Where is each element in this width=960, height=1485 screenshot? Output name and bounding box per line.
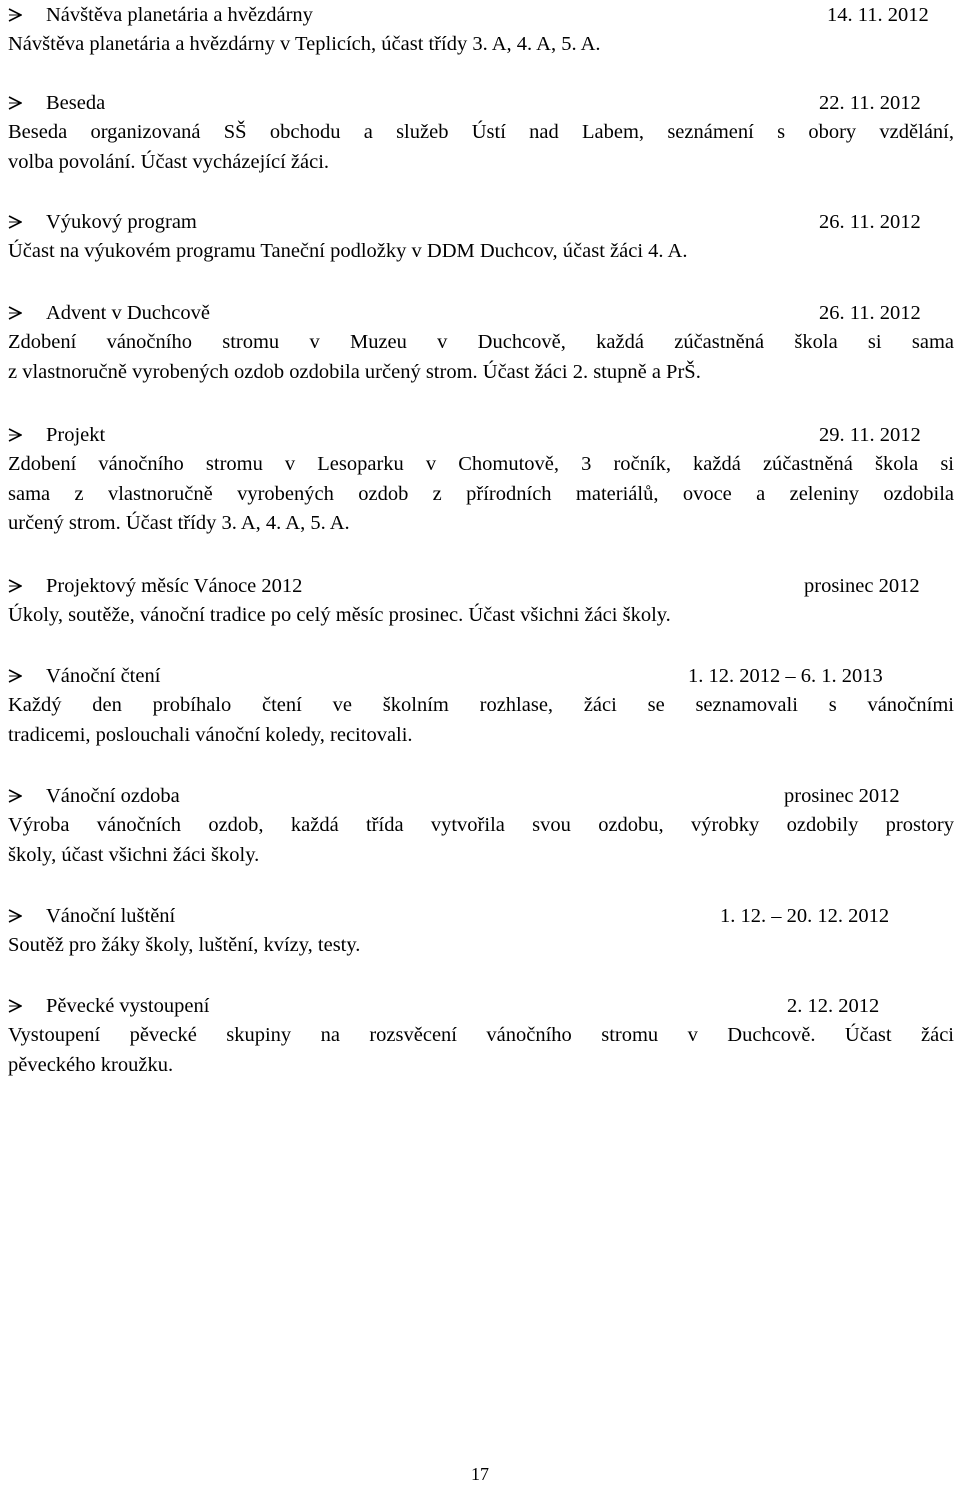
entry-date: 1. 12. 2012 – 6. 1. 2013 <box>688 665 883 687</box>
entry-title: Projekt <box>46 424 106 446</box>
entry-heading <box>8 661 954 691</box>
description-line: školy, účast všichni žáci školy. <box>8 843 260 866</box>
entry-title: Vánoční čtení <box>46 665 161 687</box>
entry-description <box>8 931 954 961</box>
arrowhead-bullet-icon <box>8 96 22 110</box>
description-line: Zdobení vánočního stromu v Lesoparku v Chomutově, 3 ročník, každá zúčastněná škola si <box>8 453 954 475</box>
description-line: Úkoly, soutěže, vánoční tradice po celý měsíc prosinec. Účast všichni žáci školy. <box>8 604 671 626</box>
arrowhead-bullet-icon <box>8 8 22 22</box>
arrowhead-bullet-icon <box>8 909 22 923</box>
entry-heading <box>8 207 954 237</box>
entry-date: 2. 12. 2012 <box>787 995 880 1017</box>
description-line: Výroba vánočních ozdob, každá třída vytvořila svou ozdobu, výrobky ozdobily prostory <box>8 814 954 836</box>
arrowhead-bullet-icon <box>8 789 22 803</box>
description-line: určený strom. Účast třídy 3. A, 4. A, 5. A. <box>8 512 350 534</box>
entry-heading <box>8 781 954 811</box>
entry-description <box>8 601 954 631</box>
description-line: tradicemi, poslouchali vánoční koledy, recitovali. <box>8 723 413 746</box>
entry-date: prosinec 2012 <box>784 785 900 807</box>
page-number: 17 <box>471 1464 489 1484</box>
activity-entry <box>8 781 954 870</box>
description-line: Účast na výukovém programu Taneční podložky v DDM Duchcov, účast žáci 4. A. <box>8 240 688 262</box>
entry-heading <box>8 298 954 328</box>
arrowhead-bullet-icon <box>8 999 22 1013</box>
description-line: volba povolání. Účast vycházející žáci. <box>8 150 330 173</box>
entry-description <box>8 1021 954 1080</box>
activity-entry <box>8 88 954 177</box>
entry-description <box>8 328 954 387</box>
entry-heading <box>8 991 954 1021</box>
description-line: sama z vlastnoručně vyrobených ozdob z přírodních materiálů, ovoce a zeleniny ozdobila <box>8 482 954 505</box>
arrowhead-bullet-icon <box>8 579 22 593</box>
description-line: Návštěva planetária a hvězdárny v Teplicích, účast třídy 3. A, 4. A, 5. A. <box>8 33 601 55</box>
entry-title: Vánoční luštění <box>46 905 176 927</box>
entry-heading <box>8 901 954 931</box>
description-line: Zdobení vánočního stromu v Muzeu v Duchcově, každá zúčastněná škola si sama <box>8 331 954 353</box>
activity-entry <box>8 991 954 1080</box>
activity-entry <box>8 207 954 267</box>
entry-date: prosinec 2012 <box>804 575 920 597</box>
entry-description <box>8 237 954 267</box>
activity-entry <box>8 571 954 631</box>
entry-description <box>8 811 954 870</box>
description-line: pěveckého kroužku. <box>8 1053 174 1076</box>
description-line: z vlastnoručně vyrobených ozdob ozdobila určený strom. Účast žáci 2. stupně a PrŠ. <box>8 360 701 383</box>
description-line: Každý den probíhalo čtení ve školním rozhlase, žáci se seznamovali s vánočními <box>8 694 954 716</box>
entry-date: 22. 11. 2012 <box>819 92 921 114</box>
activity-entry <box>8 901 954 961</box>
entry-title: Vánoční ozdoba <box>46 785 180 807</box>
entry-description <box>8 450 954 539</box>
activity-entry <box>8 0 954 60</box>
arrowhead-bullet-icon <box>8 215 22 229</box>
arrowhead-bullet-icon <box>8 428 22 442</box>
arrowhead-bullet-icon <box>8 669 22 683</box>
activity-entry <box>8 298 954 387</box>
entry-heading <box>8 88 954 118</box>
entry-description <box>8 118 954 177</box>
description-line: Soutěž pro žáky školy, luštění, kvízy, testy. <box>8 934 361 956</box>
description-line: Beseda organizovaná SŠ obchodu a služeb Ústí nad Labem, seznámení s obory vzdělání, <box>8 121 954 143</box>
activity-entry <box>8 420 954 539</box>
description-line: Vystoupení pěvecké skupiny na rozsvěcení vánočního stromu v Duchcově. Účast žáci <box>8 1024 954 1046</box>
entry-date: 1. 12. – 20. 12. 2012 <box>720 905 890 927</box>
entry-date: 26. 11. 2012 <box>819 302 921 324</box>
entry-title: Advent v Duchcově <box>46 302 210 324</box>
entry-title: Pěvecké vystoupení <box>46 995 210 1017</box>
entry-date: 26. 11. 2012 <box>819 211 921 233</box>
entry-heading <box>8 571 954 601</box>
entry-description <box>8 691 954 750</box>
entry-description <box>8 30 954 60</box>
activity-entry <box>8 661 954 750</box>
entry-title: Projektový měsíc Vánoce 2012 <box>46 575 303 597</box>
arrowhead-bullet-icon <box>8 306 22 320</box>
entry-date: 29. 11. 2012 <box>819 424 921 446</box>
entry-date: 14. 11. 2012 <box>827 4 929 26</box>
entry-title: Výukový program <box>46 211 197 233</box>
entry-title: Beseda <box>46 92 106 114</box>
entry-heading <box>8 0 954 30</box>
entry-title: Návštěva planetária a hvězdárny <box>46 4 313 26</box>
entry-heading <box>8 420 954 450</box>
